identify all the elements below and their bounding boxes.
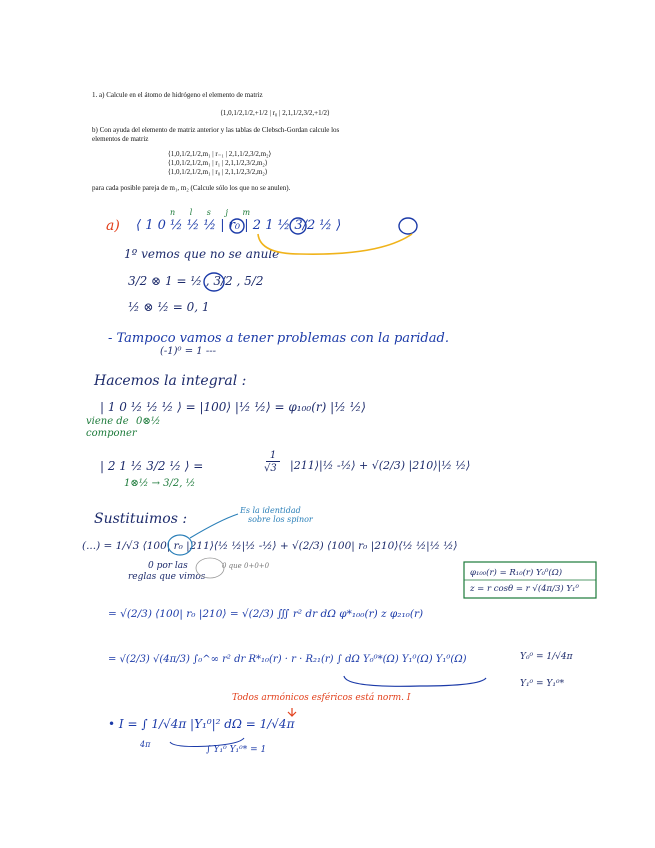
- quantum-labels: [170, 208, 256, 217]
- gray-note: 0 que 0+0+0: [222, 562, 270, 570]
- equation-1: | 1 0 ½ ½ ½ ⟩ = |100⟩ |½ ½⟩ = φ₁₀₀(r) |½ ½⟩: [100, 400, 366, 414]
- eq1-note-coupling: 0⊗½: [136, 416, 161, 427]
- equation-3: = √(2/3) ⟨100| r₀ |210⟩ = √(2/3) ∭ r² dr dΩ φ*₁₀₀(r) z φ₂₁₀(r): [108, 608, 424, 620]
- orange-note: Todos armónicos esféricos está norm. I: [232, 693, 411, 703]
- coupling-line2: ½ ⊗ ½ = 0, 1: [128, 300, 210, 314]
- eq2-rest: |211⟩|½ -½⟩ + √(2/3) |210⟩|½ ½⟩: [290, 459, 471, 472]
- matrix-element: ⟨1,0,1/2,1/2,+1/2 | r₀ | 2,1,1/2,3/2,+1/2⟩: [220, 109, 330, 117]
- eq4-side-note-2: Y₁⁰ = Y₁⁰*: [520, 679, 565, 689]
- closing-line: para cada posible pareja de m₁, m₂ (Calcule sólo los que no se anulen).: [92, 184, 291, 192]
- part-b-line1: b) Con ayuda del elemento de matriz anterior y las tablas de Clebsch-Gordan calcule los: [92, 126, 340, 134]
- eq2-note: 1⊗½ → 3/2, ½: [124, 478, 196, 489]
- problem-statement: 1. a) Calcule en el átomo de hidrógeno el elemento de matriz: [92, 91, 263, 99]
- equation-5: • I = ∫ 1/√4π |Y₁⁰|² dΩ = 1/√4π: [108, 717, 295, 731]
- red-arrow: [288, 708, 296, 716]
- element-2: ⟨1,0,1/2,1/2,m₁ | r₁ | 2,1,1/2,3/2,m₂⟩: [168, 159, 268, 167]
- zero-note-1: 0 por las: [148, 561, 188, 571]
- eq4-side-note-1: Y₀⁰ = 1/√4π: [520, 652, 573, 662]
- substitution-equation: (...) = 1/√3 ⟨100| r₀ |211⟩⟨½ ½|½ -½⟩ + √(2/3) ⟨100| r₀ |210⟩⟨½ ½|½ ½⟩: [82, 540, 458, 552]
- equation-2: | 2 1 ½ 3/2 ½ ⟩ =: [100, 459, 204, 473]
- element-3: ⟨1,0,1/2,1/2,m₁ | r₀ | 2,1,1/2,3/2,m₂⟩: [168, 168, 268, 176]
- yellow-connector: [258, 234, 412, 254]
- parity-line: - Tampoco vamos a tener problemas con la paridad.: [108, 331, 449, 346]
- spinor-note-1: Es la identidad: [240, 506, 301, 515]
- parity-equation: (-1)⁰ = 1 ---: [160, 346, 216, 357]
- angular-brace: [344, 676, 486, 686]
- coupling-line1: 3/2 ⊗ 1 = ½ , 3/2 , 5/2: [128, 274, 264, 288]
- integral-title: Hacemos la integral :: [94, 373, 247, 389]
- zero-note-2: reglas que vimos: [128, 572, 206, 582]
- matrix-element-handwritten: ⟨ 1 0 ½ ½ ½ | r₀ | 2 1 ½ 3/2 ½ ⟩: [136, 218, 342, 233]
- circle-mark-3: [399, 218, 417, 234]
- element-1: ⟨1,0,1/2,1/2,m₁ | r₋₁ | 2,1,1/2,3/2,m₂⟩: [168, 150, 272, 158]
- eq1-note-viene: viene de: [86, 416, 129, 427]
- box-line-2: z = r cosθ = r √(4π/3) Y₁⁰: [470, 584, 579, 594]
- eq5-4pi: 4π: [140, 740, 151, 749]
- eq2-fraction-num: 1: [266, 450, 280, 462]
- eq5-underbrace-note: ∫ Y₁⁰ Y₁⁰* = 1: [206, 745, 267, 755]
- eq2-fraction-den: √3: [264, 463, 277, 474]
- spinor-note-2: sobre los spinor: [248, 515, 313, 524]
- box-line-1: φ₁₀₀(r) = R₁₀(r) Y₀⁰(Ω): [470, 568, 563, 578]
- part-a-label: a): [106, 218, 120, 234]
- part-b-line2: elementos de matriz: [92, 135, 149, 143]
- equation-4: = √(2/3) √(4π/3) ∫₀^∞ r² dr R*₁₀(r) · r · R₂₁(r) ∫ dΩ Y₀⁰*(Ω) Y₁⁰(Ω) Y₁⁰(Ω): [108, 654, 467, 665]
- eq1-note-componer: componer: [86, 428, 137, 439]
- labels-nlsjm: n l s j m: [170, 208, 257, 217]
- sustituimos-title: Sustituimos :: [94, 511, 188, 527]
- first-check: 1º vemos que no se anule: [124, 247, 280, 261]
